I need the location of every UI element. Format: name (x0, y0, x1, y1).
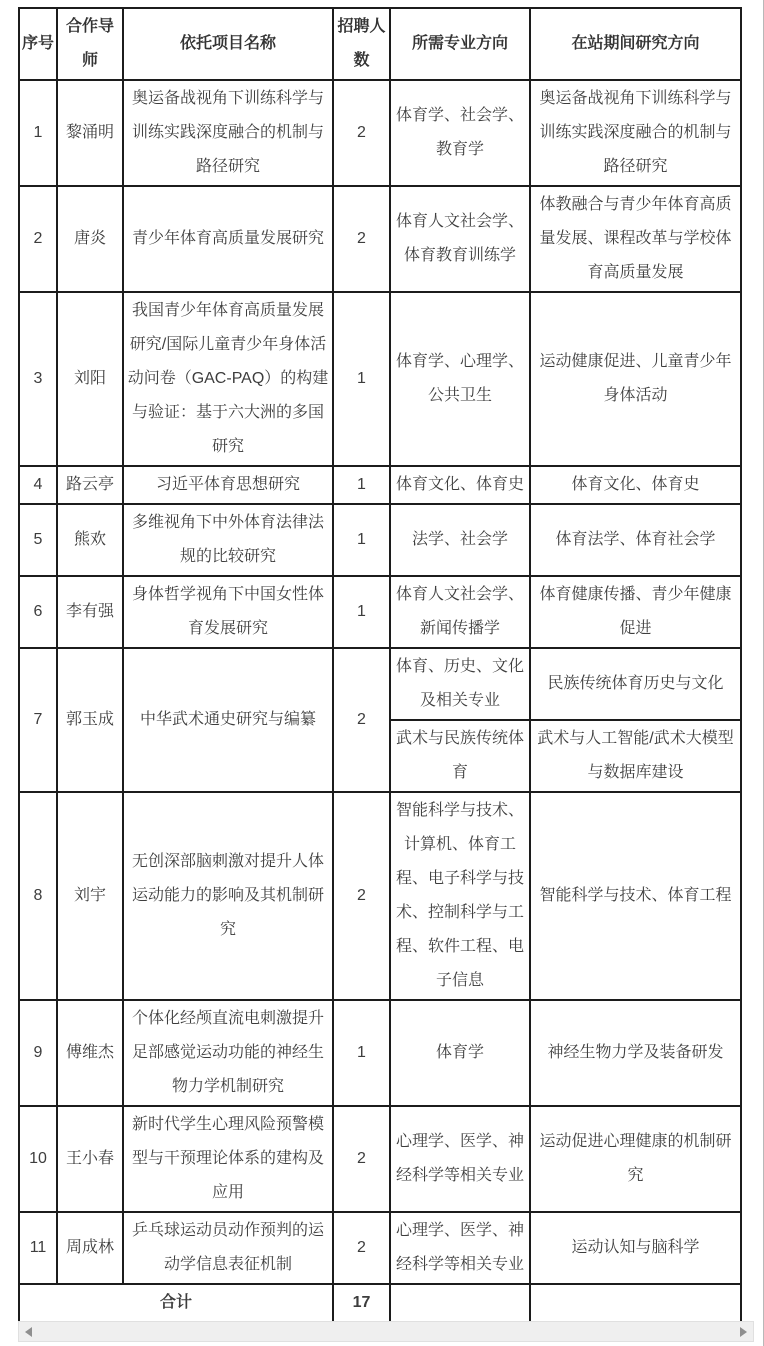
cell-no: 3 (19, 292, 57, 466)
cell-no: 2 (19, 186, 57, 292)
cell-count: 2 (333, 80, 390, 186)
cell-direction: 智能科学与技术、体育工程 (530, 792, 741, 1000)
cell-direction: 体教融合与青少年体育高质量发展、课程改革与学校体育高质量发展 (530, 186, 741, 292)
table-row (19, 504, 741, 576)
cell-count: 2 (333, 792, 390, 1000)
cell-majors: 武术与民族传统体育 (390, 720, 530, 792)
cell-majors: 智能科学与技术、计算机、体育工程、电子科学与技术、控制科学与工程、软件工程、电子信息 (390, 792, 530, 1000)
cell-no: 11 (19, 1212, 57, 1284)
cell-majors: 体育学、社会学、教育学 (390, 80, 530, 186)
cell-project: 身体哲学视角下中国女性体育发展研究 (123, 576, 333, 648)
cell-count: 1 (333, 466, 390, 504)
footer-empty-direction (530, 1284, 741, 1322)
cell-no: 4 (19, 466, 57, 504)
cell-direction: 运动健康促进、儿童青少年身体活动 (530, 292, 741, 466)
cell-majors: 心理学、医学、神经科学等相关专业 (390, 1212, 530, 1284)
cell-project: 我国青少年体育高质量发展研究/国际儿童青少年身体活动问卷（GAC-PAQ）的构建与验证：基于六大洲的多国研究 (123, 292, 333, 466)
horizontal-scrollbar[interactable] (18, 1321, 754, 1342)
cell-mentor: 王小春 (57, 1106, 123, 1212)
cell-count: 1 (333, 504, 390, 576)
cell-no: 5 (19, 504, 57, 576)
table-row (19, 792, 741, 1000)
cell-project: 习近平体育思想研究 (123, 466, 333, 504)
table-row (19, 576, 741, 648)
cell-count: 2 (333, 1212, 390, 1284)
table-row (19, 648, 741, 720)
cell-project: 中华武术通史研究与编纂 (123, 648, 333, 792)
cell-mentor: 唐炎 (57, 186, 123, 292)
cell-project: 无创深部脑刺激对提升人体运动能力的影响及其机制研究 (123, 792, 333, 1000)
cell-mentor: 路云亭 (57, 466, 123, 504)
cell-project: 青少年体育高质量发展研究 (123, 186, 333, 292)
recruitment-table (18, 7, 742, 1323)
cell-no: 9 (19, 1000, 57, 1106)
cell-no: 10 (19, 1106, 57, 1212)
scroll-right-icon (740, 1327, 747, 1337)
header-col-direction: 在站期间研究方向 (530, 8, 741, 80)
cell-direction: 体育法学、体育社会学 (530, 504, 741, 576)
cell-no: 7 (19, 648, 57, 792)
cell-majors: 体育学 (390, 1000, 530, 1106)
cell-direction: 民族传统体育历史与文化 (530, 648, 741, 720)
cell-direction: 武术与人工智能/武术大模型与数据库建设 (530, 720, 741, 792)
scroll-left-button[interactable] (19, 1322, 37, 1341)
cell-direction: 运动促进心理健康的机制研究 (530, 1106, 741, 1212)
scroll-left-icon (25, 1327, 32, 1337)
cell-majors: 体育人文社会学、新闻传播学 (390, 576, 530, 648)
header-col-majors: 所需专业方向 (390, 8, 530, 80)
cell-mentor: 郭玉成 (57, 648, 123, 792)
cell-project: 奥运备战视角下训练科学与训练实践深度融合的机制与路径研究 (123, 80, 333, 186)
cell-mentor: 刘宇 (57, 792, 123, 1000)
footer-row (19, 1284, 741, 1322)
cell-count: 2 (333, 186, 390, 292)
cell-count: 1 (333, 576, 390, 648)
cell-direction: 神经生物力学及装备研发 (530, 1000, 741, 1106)
cell-majors: 心理学、医学、神经科学等相关专业 (390, 1106, 530, 1212)
cell-no: 8 (19, 792, 57, 1000)
table-row (19, 292, 741, 466)
header-col-count: 招聘人数 (333, 8, 390, 80)
cell-direction: 体育文化、体育史 (530, 466, 741, 504)
cell-project: 多维视角下中外体育法律法规的比较研究 (123, 504, 333, 576)
cell-direction: 奥运备战视角下训练科学与训练实践深度融合的机制与路径研究 (530, 80, 741, 186)
cell-no: 1 (19, 80, 57, 186)
cell-project: 乒乓球运动员动作预判的运动学信息表征机制 (123, 1212, 333, 1284)
cell-count: 2 (333, 648, 390, 792)
cell-direction: 运动认知与脑科学 (530, 1212, 741, 1284)
cell-count: 1 (333, 292, 390, 466)
cell-majors: 体育学、心理学、公共卫生 (390, 292, 530, 466)
cell-count: 2 (333, 1106, 390, 1212)
cell-mentor: 刘阳 (57, 292, 123, 466)
cell-project: 个体化经颅直流电刺激提升足部感觉运动功能的神经生物力学机制研究 (123, 1000, 333, 1106)
cell-count: 1 (333, 1000, 390, 1106)
scroll-right-button[interactable] (735, 1322, 753, 1341)
table-row (19, 1106, 741, 1212)
header-col-project: 依托项目名称 (123, 8, 333, 80)
table-row (19, 1000, 741, 1106)
cell-majors: 法学、社会学 (390, 504, 530, 576)
footer-total-label: 合计 (19, 1284, 333, 1322)
footer-total-count: 17 (333, 1284, 390, 1322)
table-row (19, 186, 741, 292)
table-row (19, 1212, 741, 1284)
cell-direction: 体育健康传播、青少年健康促进 (530, 576, 741, 648)
cell-majors: 体育人文社会学、体育教育训练学 (390, 186, 530, 292)
footer-empty-majors (390, 1284, 530, 1322)
header-col-no: 序号 (19, 8, 57, 80)
header-col-mentor: 合作导师 (57, 8, 123, 80)
table-row (19, 466, 741, 504)
cell-mentor: 李有强 (57, 576, 123, 648)
cell-majors: 体育、历史、文化及相关专业 (390, 648, 530, 720)
cell-majors: 体育文化、体育史 (390, 466, 530, 504)
cell-mentor: 周成林 (57, 1212, 123, 1284)
cell-mentor: 傅维杰 (57, 1000, 123, 1106)
cell-project: 新时代学生心理风险预警模型与干预理论体系的建构及应用 (123, 1106, 333, 1212)
cell-no: 6 (19, 576, 57, 648)
header-row (19, 8, 741, 80)
table-row (19, 80, 741, 186)
cell-mentor: 黎涌明 (57, 80, 123, 186)
cell-mentor: 熊欢 (57, 504, 123, 576)
